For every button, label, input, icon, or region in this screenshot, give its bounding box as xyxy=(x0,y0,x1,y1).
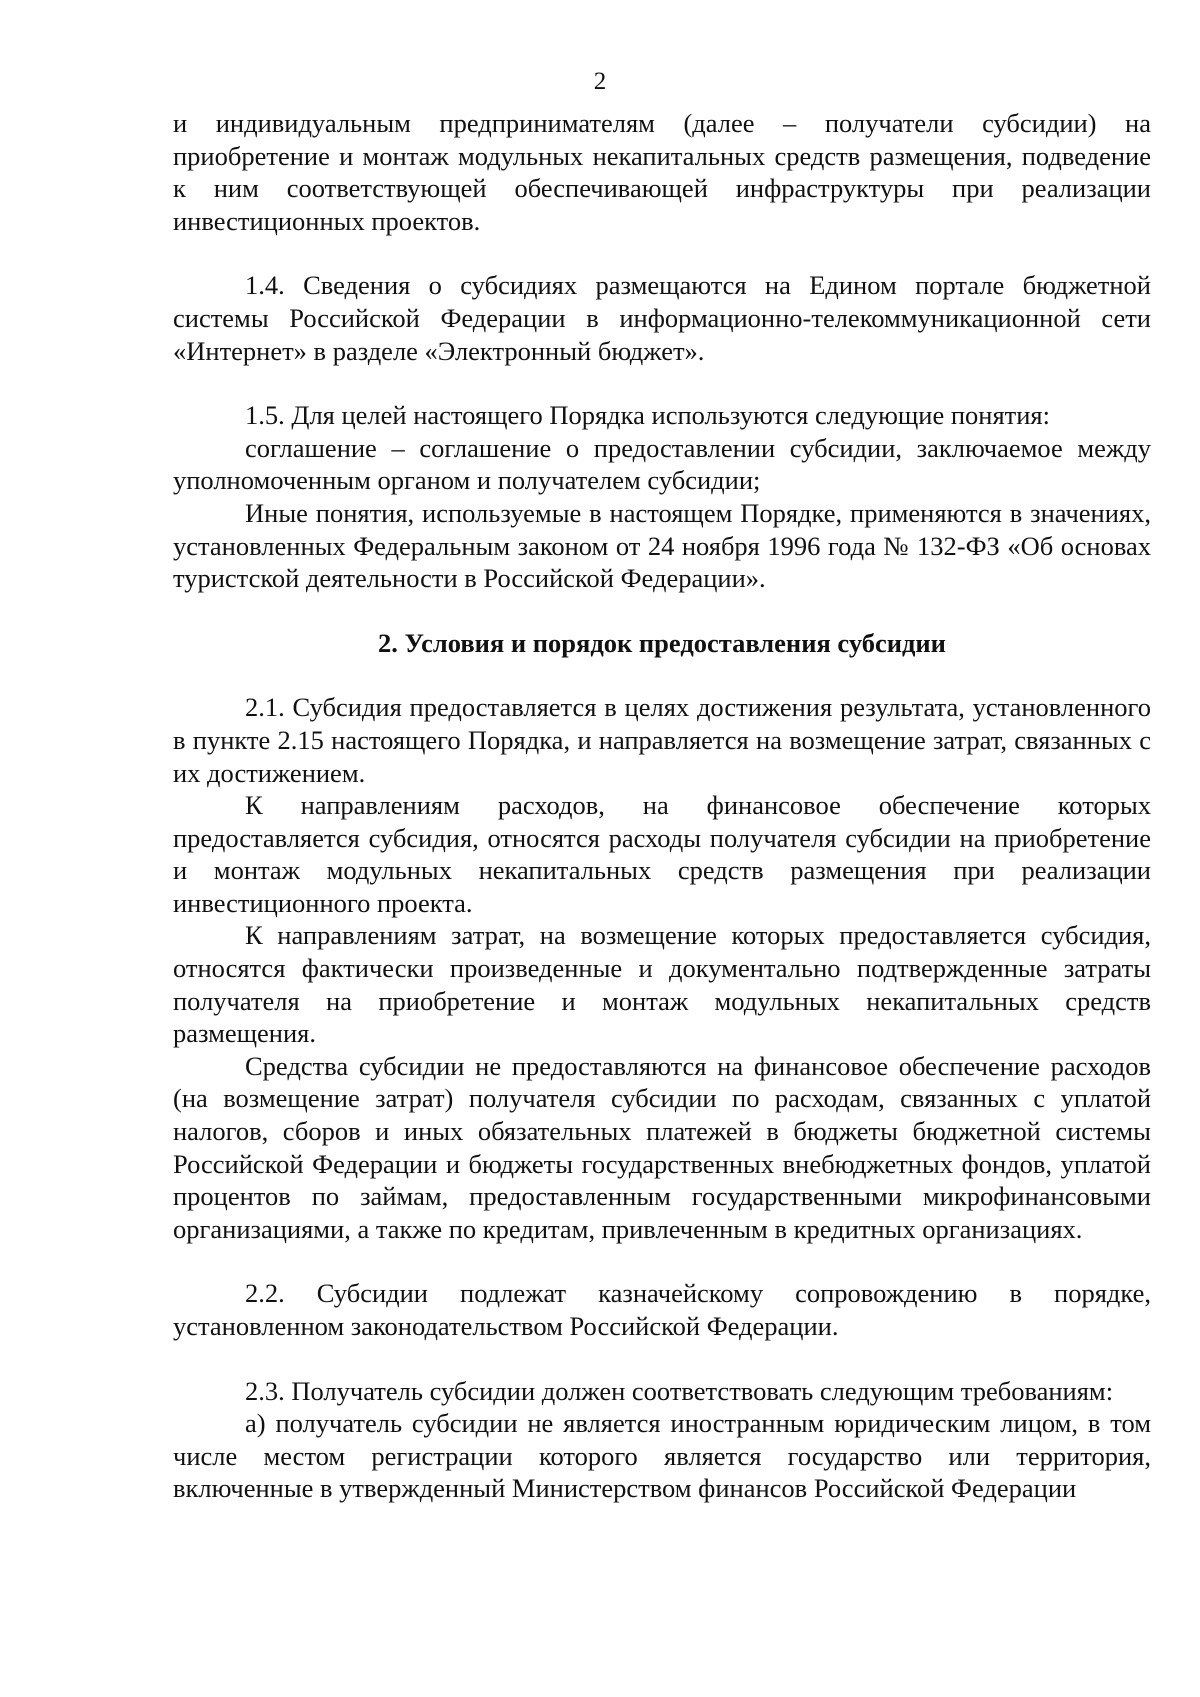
document-body xyxy=(173,107,1151,1505)
paragraph-1-5: 1.5. Для целей настоящего Порядка используются следующие понятия: xyxy=(245,400,1050,431)
section-heading: 2. Условия и порядок предоставления субсидии xyxy=(378,627,946,658)
paragraph-recipients-intro: и индивидуальным предпринимателям (далее – получатели субсидии) на приобретение и монтаж модульных некапитальных средств размещения, подведение к ним соответствующей обеспечивающей инфраструктуры при реализации инвестиционных проектов. xyxy=(173,108,1151,236)
paragraph-cost-directions: К направлениям затрат, на возмещение которых предоставляется субсидия, относятся фактически произведенные и документально подтвержденные затраты получателя на приобретение и монтаж модульных некапитальных средств размещения. xyxy=(173,920,1151,1049)
paragraph-2-3: 2.3. Получатель субсидии должен соответствовать следующим требованиям: xyxy=(245,1375,1114,1406)
paragraph-other-terms: Иные понятия, используемые в настоящем Порядке, применяются в значениях, установленных Федеральным законом от 24 ноября 1996 года № 132-ФЗ «Об основах туристской деятельности в Российской Федерации». xyxy=(173,497,1151,594)
paragraph-expense-directions: К направлениям расходов, на финансовое обеспечение которых предоставляется субсидия, относятся расходы получателя субсидии на приобретение и монтаж модульных некапитальных средств размещения при реализации инвестиционного проекта. xyxy=(173,790,1151,918)
page-number: 2 xyxy=(593,68,607,95)
paragraph-2-2: 2.2. Субсидии подлежат казначейскому сопровождению в порядке, установленном законодательством Российской Федерации. xyxy=(173,1278,1151,1341)
paragraph-requirement-a: а) получатель субсидии не является иностранным юридическим лицом, в том числе местом регистрации которого является государство или территория, включенные в утвержденный Министерством финансов Российской Федерации xyxy=(173,1408,1151,1504)
paragraph-1-4: 1.4. Сведения о субсидиях размещаются на Едином портале бюджетной системы Российской Федерации в информационно-телекоммуникационной сети «Интернет» в разделе «Электронный бюджет». xyxy=(173,270,1151,366)
paragraph-2-1: 2.1. Субсидия предоставляется в целях достижения результата, установленного в пункте 2.15 настоящего Порядка, и направляется на возмещение затрат, связанных с их достижением. xyxy=(173,692,1151,788)
paragraph-agreement-definition: соглашение – соглашение о предоставлении субсидии, заключаемое между уполномоченным органом и получателем субсидии; xyxy=(173,432,1151,496)
paragraph-exclusions: Средства субсидии не предоставляются на финансовое обеспечение расходов (на возмещение затрат) получателя субсидии по расходам, связанных с уплатой налогов, сборов и иных обязательных платежей в бюджеты бюджетной системы Российской Федерации и бюджеты государственных внебюджетных фондов, уплатой процентов по займам, предоставленным государственными микрофинансовыми организациями, а также по кредитам, привлеченным в кредитных организациях. xyxy=(173,1050,1151,1244)
